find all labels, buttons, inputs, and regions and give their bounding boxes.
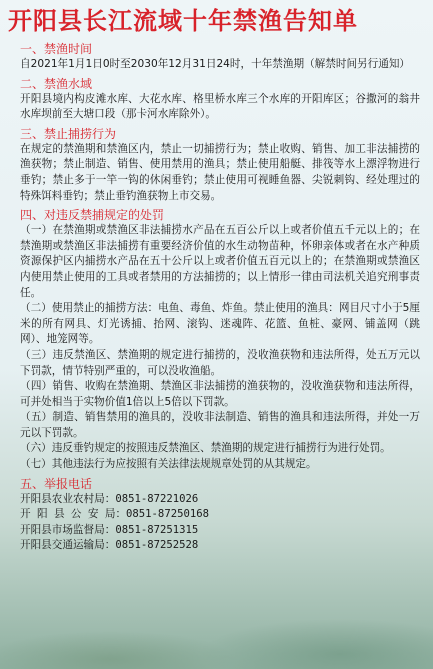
penalty-item: （一）在禁渔期或禁渔区非法捕捞水产品在五百公斤以上或者价值五千元以上的；在禁渔期或禁渔区非法捕捞有重要经济价值的水生动物苗种，怀卵亲体或者在水产种质资源保护区内捕捞水产品在五十公斤以上或者价值五百元以上的；在禁渔期或禁渔区内使用禁止使用的工具或者禁用的方法捕捞的；以上情形一律由司法机关追究刑事责任。: [20, 224, 420, 299]
hotline-agency: 开阳县农业农村局: [20, 492, 105, 505]
section-5-heading: 五、举报电话: [20, 476, 93, 491]
notice-content: [20, 42, 420, 554]
section-2-text: 开阳县境内构皮滩水库、大花水库、格里桥水库三个水库的开阳库区；谷撒河的翁井水库坝前至大塘口段（那卡河水库除外）。: [20, 92, 420, 121]
hotline-agency: 开阳县市场监督局: [20, 523, 105, 536]
penalty-item: （二）使用禁止的捕捞方法：电鱼、毒鱼、炸鱼。禁止使用的渔具：网目尺寸小于5厘米的所有网具、灯光诱捕、抬网、滚钩、迷魂阵、花篮、鱼桩、豪网、铺盖网（跳网）、地笼网等。: [20, 302, 420, 346]
penalty-item: （三）违反禁渔区、禁渔期的规定进行捕捞的，没收渔获物和违法所得，处五万元以下罚款，情节特别严重的，可以没收渔船。: [20, 348, 420, 377]
hotline-phone: 0851-87251315: [115, 523, 199, 536]
background-scenery: [0, 549, 433, 669]
notice-title: 开阳县长江流域十年禁渔告知单: [8, 7, 358, 35]
section-3-heading: 三、禁止捕捞行为: [20, 126, 117, 141]
hotline-entry: 开阳县市场监督局：0851-87251315: [20, 523, 199, 536]
penalty-item: （四）销售、收购在禁渔期、禁渔区非法捕捞的渔获物的，没收渔获物和违法所得，可并处相当于实物价值1倍以上5倍以下罚款。: [20, 380, 420, 408]
section-4-heading: 四、对违反禁捕规定的处罚: [20, 208, 165, 223]
hotline-agency: 开 阳 县 公 安 局: [20, 508, 116, 521]
section-2-heading: 二、禁渔水域: [20, 76, 93, 91]
hotline-entry: 开阳县农业农村局：0851-87221026: [20, 492, 199, 505]
hotline-phone: 0851-87221026: [115, 492, 199, 505]
section-3-text: 在规定的禁渔期和禁渔区内，禁止一切捕捞行为；禁止收购、销售、加工非法捕捞的渔获物；禁止制造、销售、使用禁用的渔具；禁止使用船艇、排筏等水上漂浮物进行垂钓；禁止多于一竿一钩的休闲垂钓；禁止使用可视睡鱼器、尖锐刺钩、经处理过的特殊饵料垂钓；禁止垂钓渔获物上市交易。: [20, 142, 420, 202]
penalty-item: （六）违反垂钓规定的按照违反禁渔区、禁渔期的规定进行捕捞行为进行处罚。: [20, 442, 391, 455]
hotline-agency: 开阳县交通运输局: [20, 539, 105, 552]
hotline-entry: 开阳县交通运输局：0851-87252528: [20, 539, 199, 552]
hotline-phone: 0851-87250168: [126, 508, 209, 521]
hotline-entry: 开 阳 县 公 安 局：0851-87250168: [20, 508, 209, 521]
section-1-text: 自2021年1月1日0时至2030年12月31日24时，十年禁渔期（解禁时间另行通知）: [20, 58, 411, 70]
penalty-item: （七）其他违法行为应按照有关法律法规规章处罚的从其规定。: [20, 458, 317, 471]
section-1-heading: 一、禁渔时间: [20, 42, 93, 56]
hotline-phone: 0851-87252528: [115, 539, 199, 552]
penalty-item: （五）制造、销售禁用的渔具的，没收非法制造、销售的渔具和违法所得，并处一万元以下罚款。: [20, 411, 420, 439]
hotline-list: [20, 492, 420, 554]
